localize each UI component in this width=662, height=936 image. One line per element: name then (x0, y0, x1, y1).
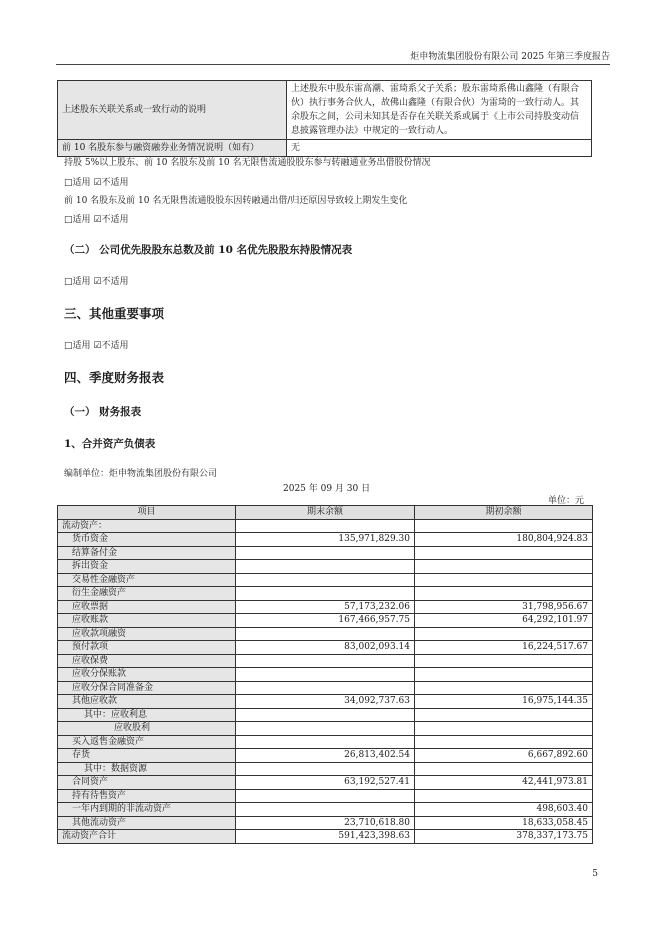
row-end-balance (236, 803, 415, 817)
table-row (58, 546, 593, 560)
not-applicable-label: 不适用 (101, 341, 129, 351)
section-heading-financial: 四、季度财务报表 (64, 370, 165, 385)
row-end-balance: 591,423,398.63 (236, 830, 415, 844)
table-row (58, 735, 593, 749)
applicable-label: 适用 (72, 341, 91, 351)
table-row (58, 708, 593, 722)
row-item-label: 应收分保账款 (58, 668, 236, 682)
checkbox-unchecked-icon: □ (64, 277, 73, 287)
row-begin-balance: 180,804,924.83 (415, 533, 593, 547)
subsection-heading: （一） 财务报表 (64, 406, 142, 418)
row-end-balance (236, 722, 415, 736)
row-begin-balance: 6,667,892.60 (415, 749, 593, 763)
table-row (58, 654, 593, 668)
relation-value: 上述股东中股东雷高潮、雷琦系父子关系；股东雷琦系佛山鑫隆（有限合伙）执行事务合伙人，故佛山鑫隆（有限合伙）为雷琦的一致行动人。其余股东之间，公司未知其是否存在关联关系或属于《上市公司持股变动信息披露管理办法》中规定的一致行动人。 (287, 81, 592, 140)
row-end-balance (236, 708, 415, 722)
table-row (58, 816, 593, 830)
table-row (58, 722, 593, 736)
row-begin-balance: 378,337,173.75 (415, 830, 593, 844)
row-end-balance (236, 587, 415, 601)
row-begin-balance (415, 735, 593, 749)
table-row (58, 681, 593, 695)
row-item-label: 持有待售资产 (58, 789, 236, 803)
row-begin-balance: 498,603.40 (415, 803, 593, 817)
row-begin-balance (415, 573, 593, 587)
row-end-balance (236, 627, 415, 641)
row-item-label: 买入返售金融资产 (58, 735, 236, 749)
table-row (58, 600, 593, 614)
page-number: 5 (592, 869, 598, 879)
applicable-label: 适用 (72, 178, 91, 188)
section-heading-other: 三、其他重要事项 (64, 306, 165, 321)
checkbox-line (64, 175, 129, 188)
row-end-balance (236, 560, 415, 574)
row-end-balance: 34,092,737.63 (236, 695, 415, 709)
row-begin-balance: 31,798,956.67 (415, 600, 593, 614)
row-begin-balance (415, 587, 593, 601)
table-row (58, 614, 593, 628)
row-end-balance: 23,710,618.80 (236, 816, 415, 830)
row-item-label: 应收票据 (58, 600, 236, 614)
row-begin-balance (415, 708, 593, 722)
checkbox-checked-icon: ☑ (93, 215, 102, 225)
table-row (58, 762, 593, 776)
balance-sheet-table (57, 505, 593, 844)
shareholder-relation-table (57, 80, 592, 157)
report-header: 炬申物流集团股份有限公司 2025 年第三季度报告 (410, 52, 610, 62)
table-row (58, 668, 593, 682)
table-row (58, 627, 593, 641)
checkbox-unchecked-icon: □ (64, 178, 73, 188)
row-begin-balance: 16,975,144.35 (415, 695, 593, 709)
row-begin-balance: 18,633,058.45 (415, 816, 593, 830)
row-item-label: 一年内到期的非流动资产 (58, 803, 236, 817)
checkbox-checked-icon: ☑ (93, 178, 102, 188)
row-begin-balance (415, 668, 593, 682)
table-row (58, 560, 593, 574)
row-end-balance (236, 573, 415, 587)
compiler-unit: 编制单位：炬申物流集团股份有限公司 (64, 469, 218, 479)
row-begin-balance (415, 789, 593, 803)
row-item-label: 预付款项 (58, 641, 236, 655)
applicable-label: 适用 (72, 277, 91, 287)
currency-unit: 单位：元 (548, 496, 585, 506)
row-end-balance (236, 519, 415, 533)
row-end-balance: 57,173,232.06 (236, 600, 415, 614)
row-end-balance: 26,813,402.54 (236, 749, 415, 763)
paragraph-lending: 持股 5%以上股东、前 10 名股东及前 10 名无限售流通股股东参与转融通业务出借股份情况 (64, 158, 431, 168)
table-row (58, 776, 593, 790)
paragraph-change: 前 10 名股东及前 10 名无限售流通股股东因转融通出借/归还原因导致较上期发生变化 (64, 196, 408, 206)
row-begin-balance (415, 546, 593, 560)
checkbox-unchecked-icon: □ (64, 215, 73, 225)
table-row (58, 81, 592, 140)
not-applicable-label: 不适用 (101, 178, 129, 188)
applicable-label: 适用 (72, 215, 91, 225)
row-end-balance (236, 654, 415, 668)
row-end-balance: 83,002,093.14 (236, 641, 415, 655)
row-begin-balance (415, 722, 593, 736)
row-item-label: 其中：数据资源 (58, 762, 236, 776)
table-row (58, 533, 593, 547)
row-item-label: 其他应收款 (58, 695, 236, 709)
column-header-end: 期末余额 (236, 506, 415, 520)
row-item-label: 流动资产合计 (58, 830, 236, 844)
table-row (58, 789, 593, 803)
column-header-item: 项目 (58, 506, 236, 520)
row-end-balance (236, 681, 415, 695)
row-begin-balance (415, 762, 593, 776)
relation-label: 上述股东关联关系或一致行动的说明 (58, 81, 287, 140)
row-item-label: 应收款项融资 (58, 627, 236, 641)
checkbox-line (64, 274, 129, 287)
row-item-label: 存货 (58, 749, 236, 763)
row-end-balance: 167,466,957.75 (236, 614, 415, 628)
row-end-balance (236, 546, 415, 560)
row-begin-balance: 42,441,973.81 (415, 776, 593, 790)
report-date: 2025 年 09 月 30 日 (283, 484, 371, 494)
table-row (58, 587, 593, 601)
checkbox-line (64, 338, 129, 351)
checkbox-checked-icon: ☑ (93, 341, 102, 351)
section-heading-preferred: （二） 公司优先股股东总数及前 10 名优先股股东持股情况表 (64, 244, 353, 256)
table-row (58, 695, 593, 709)
table-row (58, 641, 593, 655)
table-row (58, 519, 593, 533)
table-row (58, 573, 593, 587)
table-row (58, 749, 593, 763)
statement-title: 1、合并资产负债表 (64, 438, 156, 450)
row-item-label: 货币资金 (58, 533, 236, 547)
row-end-balance: 135,971,829.30 (236, 533, 415, 547)
row-item-label: 应收账款 (58, 614, 236, 628)
row-end-balance: 63,192,527.41 (236, 776, 415, 790)
row-item-label: 拆出资金 (58, 560, 236, 574)
row-end-balance (236, 789, 415, 803)
margin-value: 无 (287, 140, 592, 157)
row-begin-balance: 16,224,517.67 (415, 641, 593, 655)
row-item-label: 衍生金融资产 (58, 587, 236, 601)
margin-label: 前 10 名股东参与融资融券业务情况说明（如有） (58, 140, 287, 157)
checkbox-line (64, 212, 129, 225)
header-divider (56, 64, 610, 65)
checkbox-unchecked-icon: □ (64, 341, 73, 351)
row-begin-balance (415, 627, 593, 641)
checkbox-checked-icon: ☑ (93, 277, 102, 287)
row-item-label: 其中：应收利息 (58, 708, 236, 722)
row-item-label: 应收保费 (58, 654, 236, 668)
table-row (58, 140, 592, 157)
row-begin-balance (415, 654, 593, 668)
row-end-balance (236, 735, 415, 749)
column-header-begin: 期初余额 (415, 506, 593, 520)
row-begin-balance: 64,292,101.97 (415, 614, 593, 628)
row-item-label: 应收股利 (58, 722, 236, 736)
row-end-balance (236, 668, 415, 682)
table-row (58, 803, 593, 817)
not-applicable-label: 不适用 (101, 277, 129, 287)
row-item-label: 其他流动资产 (58, 816, 236, 830)
row-item-label: 交易性金融资产 (58, 573, 236, 587)
not-applicable-label: 不适用 (101, 215, 129, 225)
row-item-label: 应收分保合同准备金 (58, 681, 236, 695)
row-end-balance (236, 762, 415, 776)
row-begin-balance (415, 560, 593, 574)
row-item-label: 合同资产 (58, 776, 236, 790)
row-begin-balance (415, 519, 593, 533)
row-item-label: 结算备付金 (58, 546, 236, 560)
table-row (58, 830, 593, 844)
row-begin-balance (415, 681, 593, 695)
table-header-row (58, 506, 593, 520)
row-item-label: 流动资产： (58, 519, 236, 533)
